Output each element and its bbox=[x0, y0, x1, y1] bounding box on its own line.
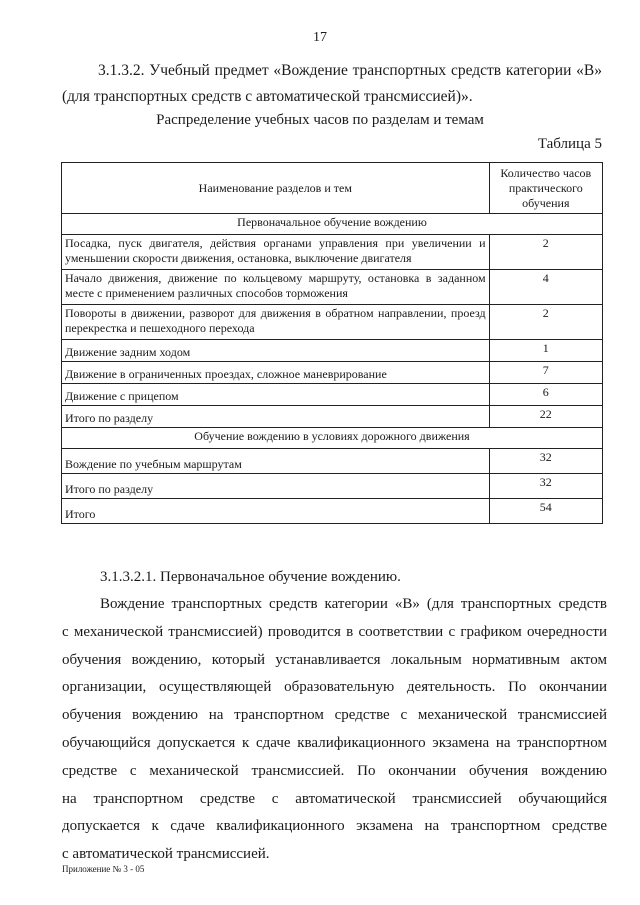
paragraph-line: обучения вождению, который устанавливается локальным нормативным актом bbox=[62, 651, 607, 668]
page-number: 17 bbox=[313, 30, 327, 45]
paragraph-line: обучающийся допускается к сдаче квалификационного экзамена на транспортном bbox=[62, 734, 607, 751]
topic-hours-cell: 6 bbox=[489, 384, 602, 406]
topic-hours-cell: 4 bbox=[489, 270, 602, 305]
paragraph-line: средстве с механической трансмиссией. По окончании обучения вождению bbox=[62, 762, 607, 779]
topic-hours-cell: 7 bbox=[489, 362, 602, 384]
topic-name-cell: Вождение по учебным маршрутам bbox=[62, 449, 490, 474]
table-row bbox=[62, 305, 603, 340]
topic-hours-cell: 2 bbox=[489, 305, 602, 340]
table-label: Таблица 5 bbox=[537, 136, 602, 152]
table-row bbox=[62, 384, 603, 406]
table-row bbox=[62, 449, 603, 474]
topic-name-cell: Посадка, пуск двигателя, действия органами управления при увеличении и уменьшении скорости движения, остановка, выключение двигателя bbox=[62, 235, 490, 270]
table-row bbox=[62, 235, 603, 270]
paragraph-line: Вождение транспортных средств категории «B» (для транспортных средств bbox=[100, 596, 607, 612]
table-row bbox=[62, 362, 603, 384]
topic-name-cell: Движение в ограниченных проездах, сложное маневрирование bbox=[62, 362, 490, 384]
paragraph-line: организации, осуществляющей образовательную деятельность. По окончании bbox=[62, 679, 607, 696]
paragraph-line: обучения вождению на транспортном средстве с механической трансмиссией bbox=[62, 707, 607, 724]
table-header-row bbox=[62, 163, 603, 214]
subsection-title: 3.1.3.2.1. Первоначальное обучение вождению. bbox=[100, 569, 401, 585]
paragraph-line: на транспортном средстве с автоматической трансмиссией обучающийся bbox=[62, 790, 607, 807]
subject-heading-line-2: (для транспортных средств с автоматической трансмиссией)». bbox=[62, 88, 473, 105]
topic-name-cell: Движение с прицепом bbox=[62, 384, 490, 406]
grand-total-hours-cell: 54 bbox=[489, 499, 602, 524]
body-paragraph bbox=[62, 591, 607, 869]
page-footer: Приложение № 3 - 05 bbox=[62, 864, 145, 874]
header-hours-cell: Количество часов практического обучения bbox=[489, 163, 602, 214]
table-row bbox=[62, 270, 603, 305]
section-title-cell: Обучение вождению в условиях дорожного движения bbox=[62, 428, 603, 449]
topic-hours-cell: 2 bbox=[489, 235, 602, 270]
paragraph-line: с механической трансмиссией) проводится в соответствии с графиком очередности bbox=[62, 623, 607, 640]
topic-name-cell: Повороты в движении, разворот для движения в обратном направлении, проезд перекрестка и пешеходного перехода bbox=[62, 305, 490, 340]
section-row bbox=[62, 428, 603, 449]
section-subtotal-cell: Итого по разделу bbox=[62, 474, 490, 499]
paragraph-line: допускается к сдаче квалификационного экзамена на транспортном средстве bbox=[62, 818, 607, 835]
topic-hours-cell: 1 bbox=[489, 340, 602, 362]
grand-total-cell: Итого bbox=[62, 499, 490, 524]
topic-name-cell: Начало движения, движение по кольцевому маршруту, остановка в заданном месте с применением различных способов торможения bbox=[62, 270, 490, 305]
topic-name-cell: Движение задним ходом bbox=[62, 340, 490, 362]
table-row bbox=[62, 406, 603, 428]
section-row bbox=[62, 214, 603, 235]
table-row bbox=[62, 474, 603, 499]
paragraph-line: с автоматической трансмиссией. bbox=[62, 846, 270, 863]
header-name-cell: Наименование разделов и тем bbox=[62, 163, 490, 214]
section-title-cell: Первоначальное обучение вождению bbox=[62, 214, 603, 235]
section-subtotal-hours-cell: 32 bbox=[489, 474, 602, 499]
hours-table bbox=[61, 162, 603, 524]
section-subtotal-hours-cell: 22 bbox=[489, 406, 602, 428]
distribution-title: Распределение учебных часов по разделам и темам bbox=[156, 112, 484, 128]
subject-heading-line-1: 3.1.3.2. Учебный предмет «Вождение транспортных средств категории «B» bbox=[98, 62, 602, 79]
section-subtotal-cell: Итого по разделу bbox=[62, 406, 490, 428]
topic-hours-cell: 32 bbox=[489, 449, 602, 474]
table-row bbox=[62, 499, 603, 524]
table-row bbox=[62, 340, 603, 362]
